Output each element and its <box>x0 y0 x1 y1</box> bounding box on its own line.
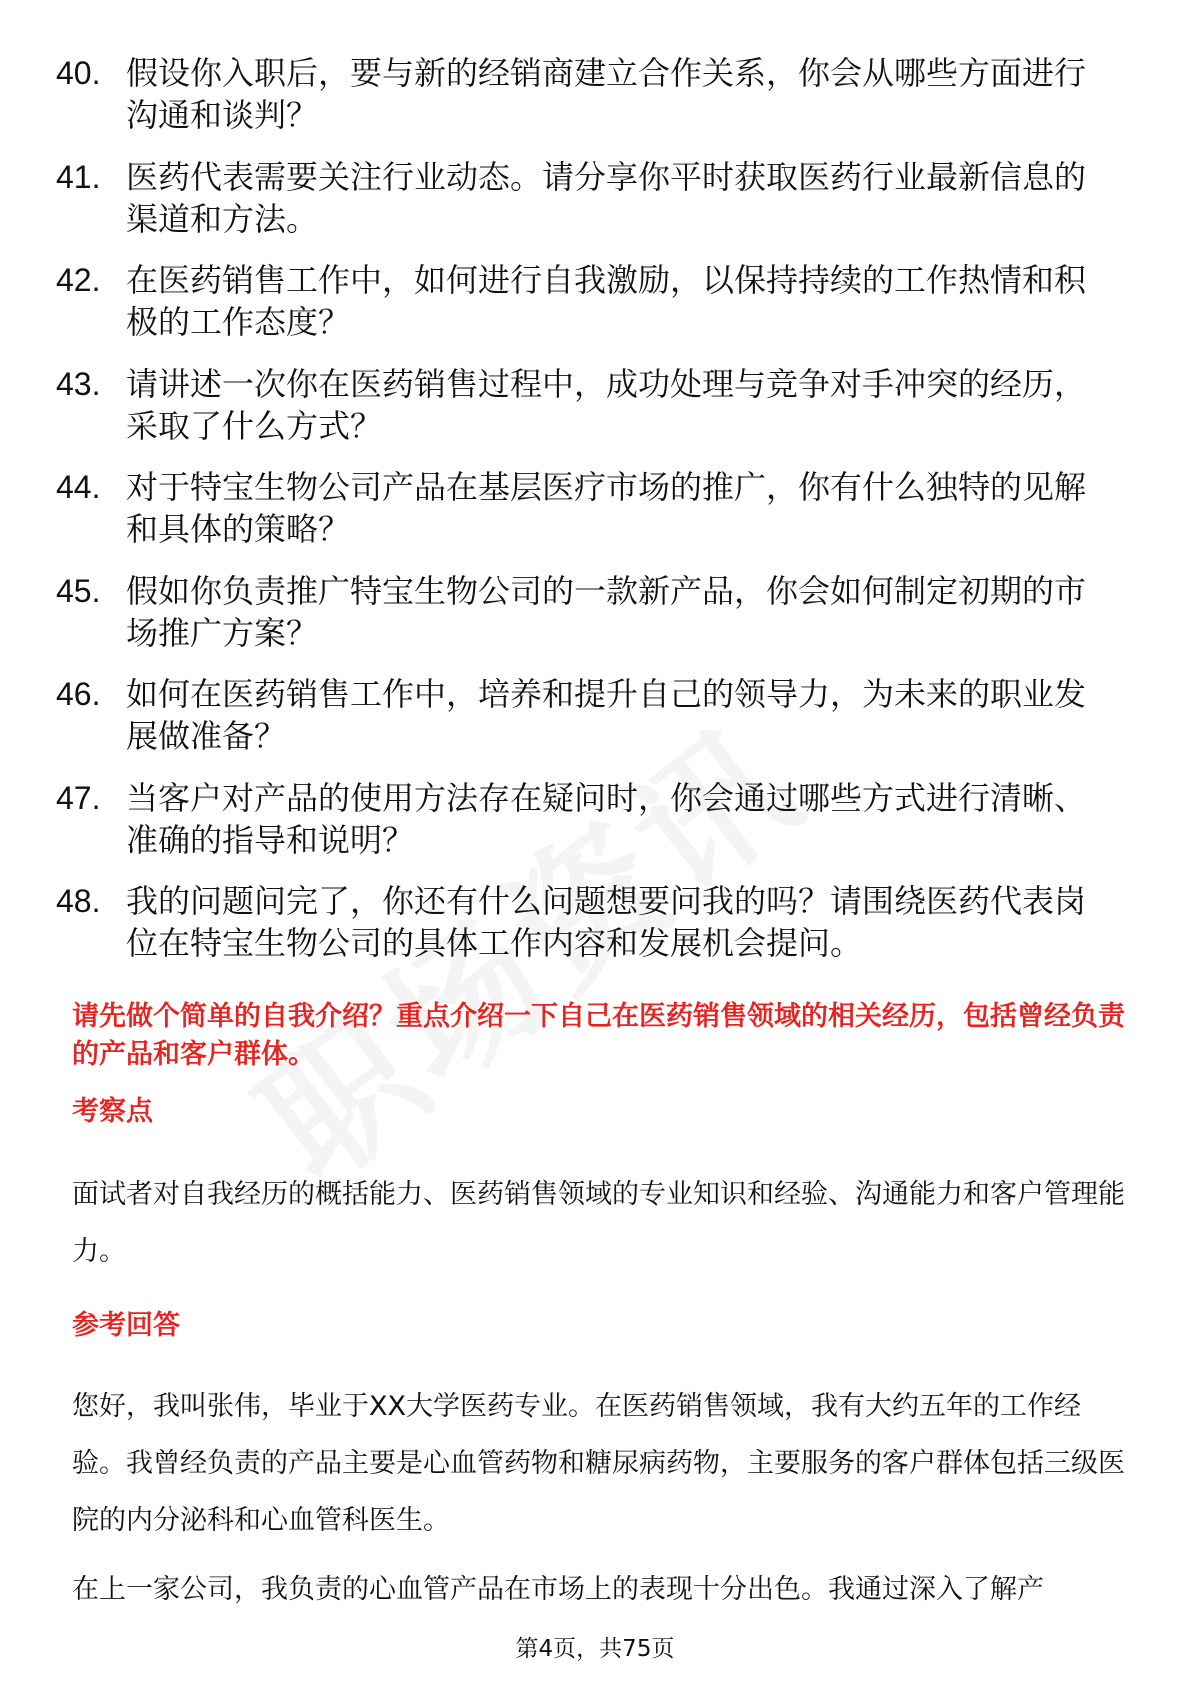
question-text: 请讲述一次你在医药销售过程中，成功处理与竞争对手冲突的经历，采取了什么方式？ <box>126 364 1087 445</box>
question-item <box>0 363 1190 447</box>
question-text: 如何在医药销售工作中，培养和提升自己的领导力，为未来的职业发展做准备？ <box>126 675 1087 755</box>
question-item <box>0 259 1190 343</box>
question-list <box>0 52 1190 984</box>
question-text: 医药代表需要关注行业动态。请分享你平时获取医药行业最新信息的渠道和方法。 <box>126 157 1087 238</box>
question-number: 40. <box>56 55 101 91</box>
assessment-text: 面试者对自我经历的概括能力、医药销售领域的专业知识和经验、沟通能力和客户管理能力。 <box>72 1179 1125 1267</box>
question-number: 41. <box>56 158 101 195</box>
question-number: 48. <box>56 883 101 919</box>
question-item <box>0 466 1190 550</box>
featured-question: 请先做个简单的自我介绍？重点介绍一下自己在医药销售领域的相关经历，包括曾经负责的产品和客户群体。 <box>72 1001 1125 1070</box>
question-text: 假设你入职后，要与新的经销商建立合作关系，你会从哪些方面进行沟通和谈判？ <box>126 54 1087 134</box>
question-text: 在医药销售工作中，如何进行自我激励，以保持持续的工作热情和积极的工作态度？ <box>126 261 1087 341</box>
question-text: 假如你负责推广特宝生物公司的一款新产品，你会如何制定初期的市场推广方案？ <box>126 571 1087 652</box>
question-number: 42. <box>56 262 101 298</box>
reference-answer-heading: 参考回答 <box>72 1310 180 1341</box>
assessment-heading: 考察点 <box>72 1096 153 1127</box>
question-number: 44. <box>56 469 101 505</box>
question-item <box>0 777 1190 861</box>
question-number: 45. <box>56 572 101 609</box>
question-item <box>0 570 1190 654</box>
question-item <box>0 673 1190 757</box>
reference-answer-paragraph: 您好，我叫张伟，毕业于XX大学医药专业。在医药销售领域，我有大约五年的工作经验。我曾经负责的产品主要是心血管药物和糖尿病药物，主要服务的客户群体包括三级医院的内分泌科和心血管科医生。 <box>72 1391 1125 1536</box>
question-text: 我的问题问完了，你还有什么问题想要问我的吗？请围绕医药代表岗位在特宝生物公司的具体工作内容和发展机会提问。 <box>126 882 1087 962</box>
question-item <box>0 52 1190 136</box>
question-number: 46. <box>56 676 101 712</box>
question-text: 对于特宝生物公司产品在基层医疗市场的推广，你有什么独特的见解和具体的策略？ <box>126 468 1087 548</box>
question-number: 43. <box>56 365 101 402</box>
question-item <box>0 880 1190 964</box>
question-number: 47. <box>56 779 101 816</box>
question-item <box>0 156 1190 240</box>
page-footer: 第4页，共75页 <box>515 1636 675 1662</box>
question-text: 当客户对产品的使用方法存在疑问时，你会通过哪些方式进行清晰、准确的指导和说明？ <box>126 778 1087 859</box>
reference-answer-paragraph: 在上一家公司，我负责的心血管产品在市场上的表现十分出色。我通过深入了解产 <box>72 1574 1044 1605</box>
